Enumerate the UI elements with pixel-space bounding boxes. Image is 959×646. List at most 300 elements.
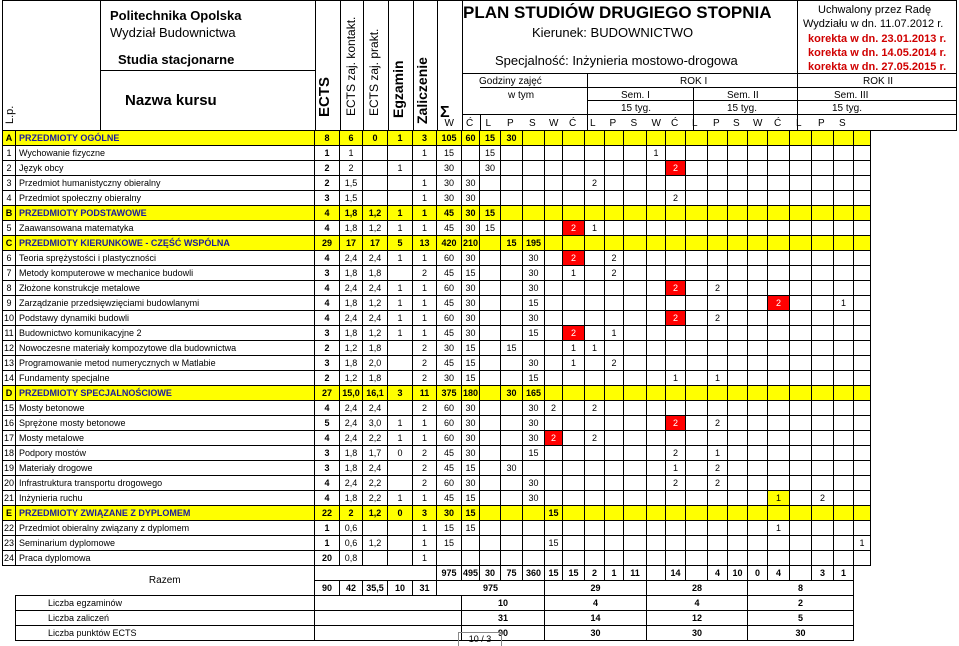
value-cell [647, 251, 666, 266]
value-cell: 2 [413, 341, 437, 356]
value-cell [501, 491, 523, 506]
value-cell [768, 326, 790, 341]
value-cell: 60 [437, 431, 462, 446]
course-row [3, 416, 871, 431]
value-cell: 30 [523, 356, 545, 371]
value-cell [647, 476, 666, 491]
value-cell: 2,4 [363, 311, 388, 326]
value-cell [812, 191, 834, 206]
value-cell [812, 521, 834, 536]
value-cell [790, 521, 812, 536]
value-cell: 1 [768, 491, 790, 506]
total-semester-cell: 975 [437, 581, 545, 596]
value-cell [708, 551, 728, 566]
value-cell [563, 536, 585, 551]
value-cell [624, 251, 647, 266]
value-cell: 11 [413, 386, 437, 401]
value-cell [812, 551, 834, 566]
value-cell [523, 536, 545, 551]
value-cell: 2,4 [340, 416, 363, 431]
value-cell [854, 386, 871, 401]
value-cell [686, 476, 708, 491]
value-cell [834, 236, 854, 251]
value-cell: 1 [388, 311, 413, 326]
value-cell [624, 221, 647, 236]
value-cell [728, 221, 748, 236]
course-name: Budownictwo komunikacyjne 2 [16, 326, 315, 341]
row-number: 16 [3, 416, 16, 431]
value-cell: 2 [563, 221, 585, 236]
in-which-header: w tym [508, 90, 535, 101]
value-cell [624, 131, 647, 146]
value-cell [480, 521, 501, 536]
value-cell: 2 [585, 431, 605, 446]
value-cell [790, 551, 812, 566]
value-cell [812, 146, 834, 161]
value-cell [480, 236, 501, 251]
value-cell: 2 [666, 311, 686, 326]
value-cell [624, 371, 647, 386]
value-cell: 15 [462, 521, 480, 536]
value-cell: 60 [437, 416, 462, 431]
value-cell [748, 251, 768, 266]
value-cell: 2,4 [340, 281, 363, 296]
value-cell [686, 401, 708, 416]
value-cell [708, 176, 728, 191]
value-cell: 2 [605, 251, 624, 266]
course-row [3, 446, 871, 461]
course-name: Podpory mostów [16, 446, 315, 461]
value-cell [647, 401, 666, 416]
value-cell [768, 221, 790, 236]
value-cell [768, 311, 790, 326]
value-cell [480, 431, 501, 446]
hour-type-header: W [549, 118, 559, 129]
value-cell [666, 491, 686, 506]
value-cell [854, 416, 871, 431]
value-cell [605, 221, 624, 236]
value-cell: 60 [437, 281, 462, 296]
value-cell [666, 251, 686, 266]
row-number: 3 [3, 176, 16, 191]
value-cell [523, 176, 545, 191]
value-cell [708, 146, 728, 161]
value-cell [748, 206, 768, 221]
value-cell [363, 161, 388, 176]
value-cell: 30 [462, 476, 480, 491]
value-cell [563, 281, 585, 296]
value-cell [728, 146, 748, 161]
exam-header: Egzamin [390, 60, 406, 118]
value-cell: 2,4 [340, 311, 363, 326]
header-grid [0, 0, 959, 132]
course-row [3, 221, 871, 236]
value-cell [790, 161, 812, 176]
value-cell [585, 236, 605, 251]
value-cell [563, 416, 585, 431]
value-cell [501, 161, 523, 176]
value-cell: 1 [388, 491, 413, 506]
weeks-sem3: 15 tyg. [832, 103, 863, 114]
value-cell [790, 311, 812, 326]
value-cell [728, 191, 748, 206]
section-row [3, 206, 871, 221]
value-cell [563, 431, 585, 446]
total-ects-cell: 10 [388, 581, 413, 596]
value-cell [768, 506, 790, 521]
value-cell [666, 341, 686, 356]
value-cell [545, 311, 563, 326]
value-cell [790, 431, 812, 446]
value-cell [666, 176, 686, 191]
value-cell [624, 326, 647, 341]
course-name: Mosty betonowe [16, 401, 315, 416]
value-cell: 4 [315, 401, 340, 416]
lp-header: L.p. [4, 105, 16, 124]
value-cell [388, 341, 413, 356]
value-cell: 1,8 [340, 356, 363, 371]
value-cell [501, 266, 523, 281]
value-cell: 3 [315, 356, 340, 371]
value-cell [647, 326, 666, 341]
value-cell [523, 206, 545, 221]
value-cell: 4 [315, 251, 340, 266]
value-cell [854, 236, 871, 251]
value-cell [790, 356, 812, 371]
value-cell [728, 176, 748, 191]
value-cell: 30 [462, 416, 480, 431]
value-cell [545, 521, 563, 536]
value-cell [728, 356, 748, 371]
value-cell [388, 356, 413, 371]
value-cell [501, 191, 523, 206]
course-row [3, 356, 871, 371]
value-cell: 5 [315, 416, 340, 431]
value-cell [854, 161, 871, 176]
course-row [3, 251, 871, 266]
value-cell [790, 536, 812, 551]
value-cell [686, 356, 708, 371]
value-cell [545, 161, 563, 176]
value-cell: 15 [437, 536, 462, 551]
value-cell [563, 386, 585, 401]
value-cell [854, 521, 871, 536]
value-cell [363, 551, 388, 566]
value-cell [768, 461, 790, 476]
value-cell [480, 356, 501, 371]
value-cell [585, 191, 605, 206]
course-name: Seminarium dyplomowe [16, 536, 315, 551]
value-cell [647, 386, 666, 401]
value-cell [854, 341, 871, 356]
value-cell [686, 521, 708, 536]
value-cell [708, 341, 728, 356]
value-cell: 1 [563, 266, 585, 281]
value-cell: 15 [480, 146, 501, 161]
value-cell: 1,8 [363, 371, 388, 386]
value-cell: 2 [666, 281, 686, 296]
value-cell [748, 491, 768, 506]
value-cell [563, 161, 585, 176]
value-cell [605, 311, 624, 326]
value-cell [462, 161, 480, 176]
value-cell [585, 356, 605, 371]
value-cell: 30 [523, 476, 545, 491]
value-cell: 1 [388, 161, 413, 176]
value-cell [585, 491, 605, 506]
value-cell [854, 281, 871, 296]
value-cell [563, 506, 585, 521]
value-cell: 1 [413, 206, 437, 221]
value-cell: 4 [315, 281, 340, 296]
row-number: 12 [3, 341, 16, 356]
value-cell [480, 476, 501, 491]
value-cell [686, 281, 708, 296]
hour-type-header: L [485, 118, 492, 129]
value-cell [501, 176, 523, 191]
total-hours-cell: 1 [605, 566, 624, 581]
value-cell [647, 536, 666, 551]
value-cell [363, 191, 388, 206]
value-cell [605, 161, 624, 176]
value-cell: 1 [413, 326, 437, 341]
value-cell [708, 266, 728, 281]
value-cell [523, 146, 545, 161]
value-cell [563, 131, 585, 146]
value-cell [812, 281, 834, 296]
value-cell [624, 146, 647, 161]
value-cell: 3 [315, 446, 340, 461]
value-cell: 30 [501, 461, 523, 476]
value-cell [545, 356, 563, 371]
row-number: 13 [3, 356, 16, 371]
value-cell: 1 [413, 296, 437, 311]
value-cell [748, 431, 768, 446]
value-cell: 15 [462, 266, 480, 281]
value-cell: 1 [413, 551, 437, 566]
value-cell [686, 416, 708, 431]
course-name: Przedmiot humanistyczny obieralny [16, 176, 315, 191]
value-cell: 15 [462, 491, 480, 506]
value-cell: 195 [523, 236, 545, 251]
value-cell [563, 371, 585, 386]
course-name: Teoria sprężystości i plastyczności [16, 251, 315, 266]
value-cell [585, 206, 605, 221]
value-cell [388, 191, 413, 206]
value-cell: 0,6 [340, 536, 363, 551]
value-cell [834, 446, 854, 461]
value-cell: 2 [545, 431, 563, 446]
value-cell [523, 341, 545, 356]
course-name: Złożone konstrukcje metalowe [16, 281, 315, 296]
value-cell: 1 [768, 521, 790, 536]
value-cell: 30 [462, 251, 480, 266]
value-cell [708, 236, 728, 251]
value-cell: 30 [523, 311, 545, 326]
value-cell [388, 266, 413, 281]
hour-type-header: W [753, 118, 763, 129]
value-cell: 2 [413, 401, 437, 416]
course-row [3, 491, 871, 506]
value-cell [728, 431, 748, 446]
value-cell [605, 446, 624, 461]
course-name: Język obcy [16, 161, 315, 176]
value-cell [812, 506, 834, 521]
value-cell [647, 416, 666, 431]
row-number: 18 [3, 446, 16, 461]
value-cell: 0 [388, 446, 413, 461]
value-cell [647, 266, 666, 281]
value-cell [728, 506, 748, 521]
value-cell: 1 [413, 176, 437, 191]
value-cell [523, 161, 545, 176]
weeks-sem1: 15 tyg. [621, 103, 652, 114]
value-cell [647, 221, 666, 236]
value-cell: 1,8 [363, 341, 388, 356]
value-cell [686, 191, 708, 206]
value-cell [708, 161, 728, 176]
value-cell: 45 [437, 221, 462, 236]
value-cell [768, 131, 790, 146]
value-cell [585, 311, 605, 326]
value-cell [647, 176, 666, 191]
value-cell [605, 371, 624, 386]
row-number: 6 [3, 251, 16, 266]
value-cell: 2,4 [340, 476, 363, 491]
value-cell [462, 146, 480, 161]
value-cell [708, 506, 728, 521]
summary-label: Liczba egzaminów [16, 596, 315, 611]
value-cell: 1,5 [340, 176, 363, 191]
value-cell [728, 446, 748, 461]
value-cell [605, 401, 624, 416]
course-name: PRZEDMIOTY OGÓLNE [16, 131, 315, 146]
value-cell: 2 [315, 161, 340, 176]
summary-value: 30 [647, 626, 748, 641]
value-cell [545, 251, 563, 266]
value-cell [748, 506, 768, 521]
value-cell [647, 446, 666, 461]
value-cell [585, 146, 605, 161]
value-cell: 0,6 [340, 521, 363, 536]
value-cell [790, 266, 812, 281]
value-cell: 2 [605, 266, 624, 281]
value-cell [666, 236, 686, 251]
value-cell [812, 476, 834, 491]
value-cell [545, 146, 563, 161]
value-cell [363, 146, 388, 161]
value-cell: 3,0 [363, 416, 388, 431]
value-cell: 2 [666, 416, 686, 431]
value-cell: 45 [437, 461, 462, 476]
total-ects-cell: 35,5 [363, 581, 388, 596]
value-cell [545, 221, 563, 236]
value-cell [768, 191, 790, 206]
value-cell [480, 296, 501, 311]
value-cell [624, 161, 647, 176]
value-cell [790, 236, 812, 251]
value-cell: 4 [315, 311, 340, 326]
value-cell: 2 [413, 476, 437, 491]
value-cell [585, 161, 605, 176]
course-name: Sprężone mosty betonowe [16, 416, 315, 431]
plan-title: PLAN STUDIÓW DRUGIEGO STOPNIA [463, 3, 772, 22]
hour-type-header: L [590, 118, 596, 129]
value-cell [834, 356, 854, 371]
value-cell [624, 296, 647, 311]
value-cell [501, 416, 523, 431]
value-cell: 1,2 [363, 536, 388, 551]
value-cell [480, 461, 501, 476]
value-cell [501, 281, 523, 296]
value-cell [768, 371, 790, 386]
value-cell [666, 551, 686, 566]
value-cell [854, 131, 871, 146]
value-cell [854, 356, 871, 371]
row-number: E [3, 506, 16, 521]
value-cell: 2 [413, 446, 437, 461]
summary-label: Liczba punktów ECTS [16, 626, 315, 641]
total-hours-cell: 10 [728, 566, 748, 581]
value-cell [812, 416, 834, 431]
value-cell: 3 [315, 461, 340, 476]
value-cell [834, 311, 854, 326]
value-cell [647, 311, 666, 326]
value-cell [834, 431, 854, 446]
value-cell [545, 281, 563, 296]
page-number: 10 / 3 [458, 632, 502, 646]
value-cell [854, 461, 871, 476]
ects-practical-header: ECTS zaj. prakt. [367, 28, 381, 116]
value-cell: 1 [563, 356, 585, 371]
value-cell [363, 521, 388, 536]
correction-2: korekta w dn. 14.05.2014 r. [808, 47, 947, 59]
value-cell [605, 461, 624, 476]
value-cell [812, 206, 834, 221]
value-cell [647, 356, 666, 371]
value-cell: 45 [437, 266, 462, 281]
course-row [3, 326, 871, 341]
ects-contact-header: ECTS zaj. kontakt. [344, 16, 358, 116]
value-cell: 2 [585, 176, 605, 191]
value-cell [563, 146, 585, 161]
value-cell [605, 131, 624, 146]
value-cell [666, 386, 686, 401]
value-cell [666, 221, 686, 236]
value-cell: 1 [315, 521, 340, 536]
value-cell: 15 [480, 206, 501, 221]
row-number: 21 [3, 491, 16, 506]
value-cell: 30 [462, 326, 480, 341]
value-cell: 1,8 [363, 266, 388, 281]
value-cell: 2 [563, 251, 585, 266]
total-hours-cell: 495 [462, 566, 480, 581]
value-cell [748, 296, 768, 311]
value-cell [605, 476, 624, 491]
value-cell [812, 536, 834, 551]
value-cell: 17 [363, 236, 388, 251]
value-cell: 1 [413, 416, 437, 431]
value-cell [728, 401, 748, 416]
value-cell [748, 326, 768, 341]
value-cell: 2 [605, 356, 624, 371]
value-cell [728, 161, 748, 176]
value-cell [624, 311, 647, 326]
value-cell [563, 446, 585, 461]
value-cell [790, 476, 812, 491]
course-row [3, 266, 871, 281]
value-cell [605, 146, 624, 161]
